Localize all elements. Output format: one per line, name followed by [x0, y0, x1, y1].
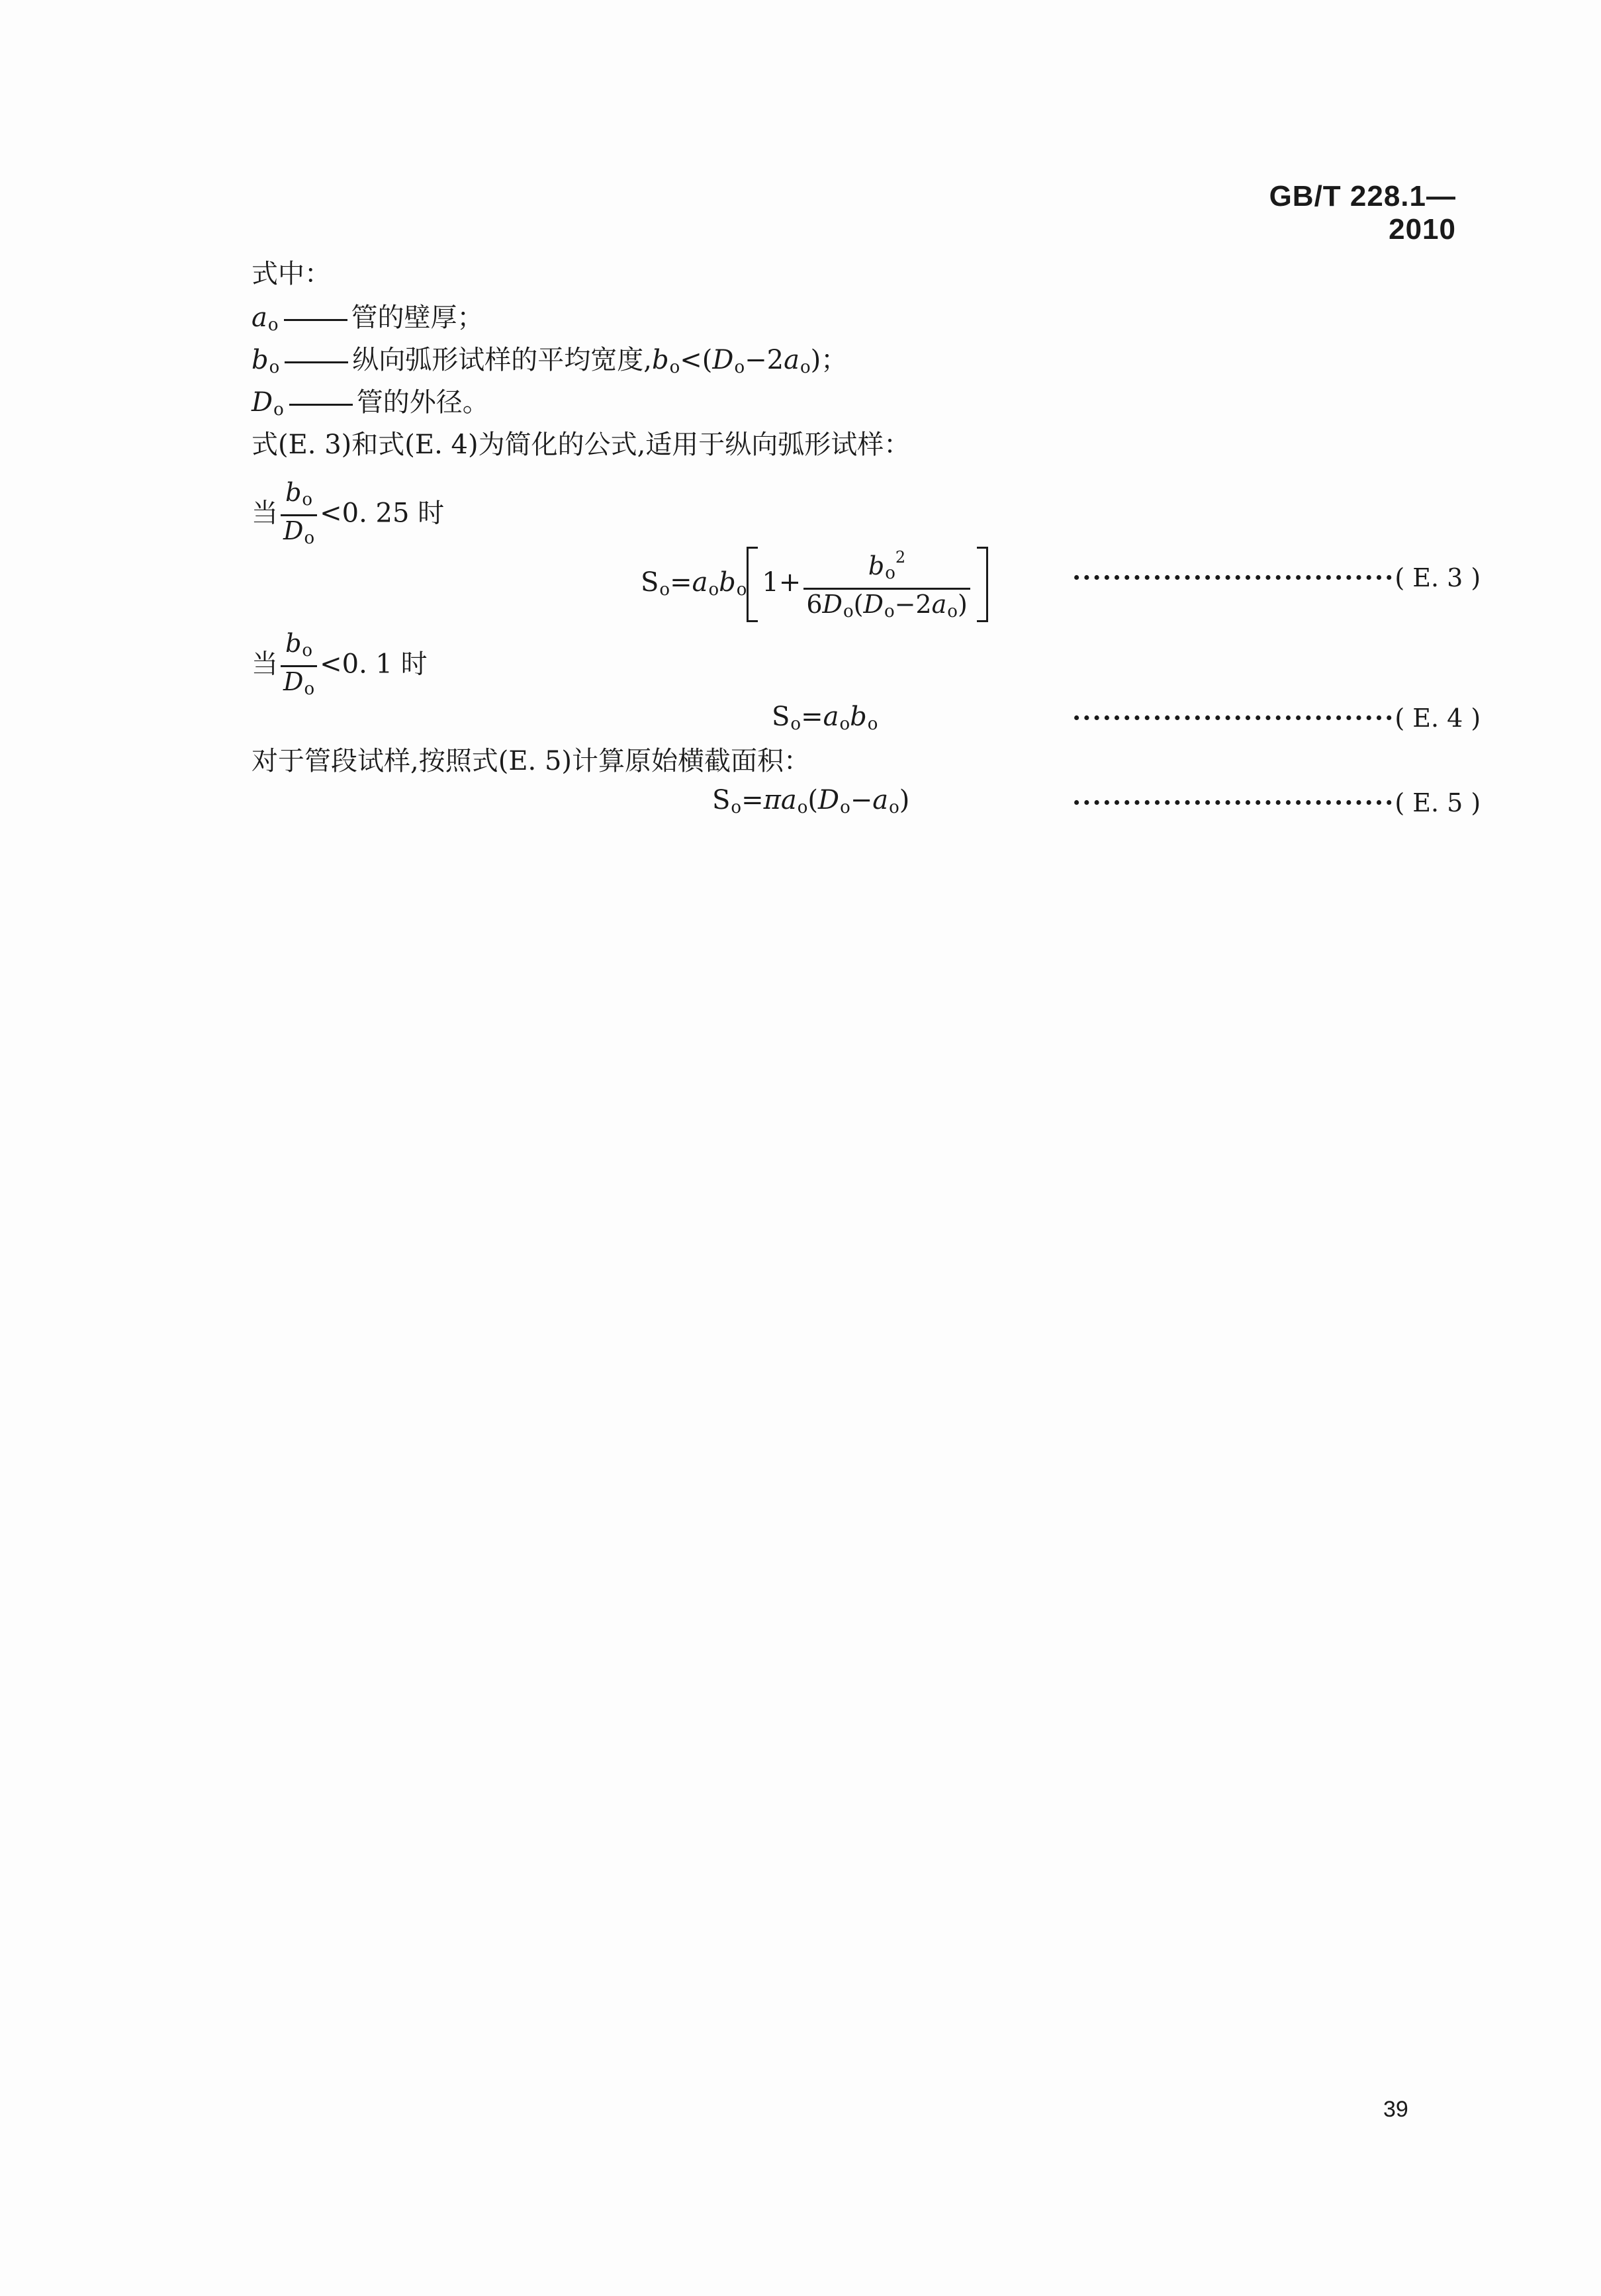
den-minus: −2	[894, 590, 932, 619]
condition-1-fraction	[281, 478, 317, 553]
formula-e4	[772, 702, 878, 734]
condition-2-denominator	[281, 667, 317, 704]
cond-b-subscript: o	[669, 357, 680, 377]
formula-e5	[712, 785, 909, 817]
cond-end: )；	[810, 345, 848, 375]
num-subscript: o	[302, 641, 313, 661]
condition-2-suffix: <0. 1 时	[320, 649, 428, 680]
b-subscript: o	[867, 714, 878, 734]
definition-b	[252, 343, 847, 385]
den-symbol: D	[283, 516, 304, 545]
condition-2-prefix: 当	[252, 649, 278, 680]
close-paren: )	[899, 785, 910, 815]
condition-2-numerator	[281, 629, 317, 667]
definition-b-text: 纵向弧形试样的平均宽度,	[352, 345, 652, 375]
symbol-a: a	[823, 702, 839, 732]
definition-a	[252, 300, 484, 342]
den-a-subscript: o	[947, 602, 958, 621]
equation-label: ( E. 5 )	[1395, 788, 1481, 817]
equation-label: ( E. 4 )	[1395, 704, 1481, 733]
cond-relation: <(	[680, 345, 713, 375]
fraction-denominator	[803, 590, 970, 626]
den-D: D	[822, 590, 843, 619]
cond-D: D	[712, 345, 734, 375]
symbol-a: a	[692, 567, 708, 598]
symbol-a-subscript: o	[267, 315, 279, 335]
right-bracket	[977, 547, 988, 622]
equation-number-e4	[1072, 703, 1481, 733]
equals-sign: =	[801, 702, 823, 732]
formula-e3-fraction	[803, 543, 970, 626]
em-dash	[289, 404, 353, 406]
formula-e3-lhs: S	[641, 567, 659, 598]
den-D-subscript: o	[843, 602, 854, 621]
symbol-D-subscript: o	[273, 400, 284, 420]
definition-D-text: 管的外径。	[356, 387, 489, 418]
equation-number-e5	[1072, 788, 1481, 817]
den-symbol: D	[283, 667, 304, 696]
lhs-subscript: o	[790, 714, 801, 734]
formula-e5-lhs: S	[712, 785, 731, 815]
symbol-a: a	[780, 785, 797, 815]
condition-1-suffix: <0. 25 时	[320, 498, 445, 529]
fraction-numerator	[803, 543, 970, 590]
condition-1	[252, 478, 444, 553]
equals-sign: =	[670, 567, 692, 598]
den-close-paren: )	[957, 590, 968, 619]
condition-2-fraction	[281, 629, 317, 704]
symbol-b-subscript: o	[269, 357, 280, 377]
condition-2	[252, 629, 428, 704]
leader-dots: ································	[1072, 788, 1395, 817]
tube-section-text: 对于管段试样,按照式(E. 5)计算原始横截面积：	[252, 746, 811, 776]
condition-1-numerator	[281, 478, 317, 516]
den-subscript: o	[304, 679, 315, 699]
num-symbol: b	[285, 478, 302, 507]
symbol-a2: a	[872, 785, 889, 815]
den-a: a	[931, 590, 947, 619]
cond-D-subscript: o	[734, 357, 745, 377]
num-b: b	[868, 551, 885, 580]
symbol-a: a	[252, 302, 267, 333]
den-six: 6	[806, 590, 823, 619]
symbol-D: D	[252, 387, 273, 418]
num-exponent: 2	[895, 548, 906, 567]
leader-dots: ································	[1072, 703, 1395, 733]
minus-sign: −	[850, 785, 873, 815]
pi-symbol: π	[763, 785, 781, 815]
a2-subscript: o	[889, 798, 899, 817]
equation-label: ( E. 3 )	[1395, 563, 1481, 592]
den-open-paren: (	[853, 590, 864, 619]
em-dash	[285, 361, 348, 363]
a-subscript: o	[797, 798, 808, 817]
cond-a: a	[784, 345, 800, 375]
equals-sign: =	[741, 785, 764, 815]
symbol-b: b	[252, 345, 269, 375]
where-label: 式中：	[252, 259, 331, 289]
one-plus: 1+	[762, 567, 801, 598]
num-b-subscript: o	[885, 563, 895, 583]
simplified-formula-intro: 式(E. 3)和式(E. 4)为简化的公式,适用于纵向弧形试样：	[252, 430, 911, 460]
formula-e3	[641, 543, 988, 626]
condition-1-denominator	[281, 516, 317, 553]
definition-a-text: 管的壁厚；	[351, 302, 484, 333]
formula-e4-lhs: S	[772, 702, 790, 732]
num-subscript: o	[302, 490, 313, 510]
open-paren: (	[807, 785, 818, 815]
equation-number-e3	[1072, 563, 1481, 592]
standard-code-header: GB/T 228.1—2010	[1269, 180, 1456, 246]
a-subscript: o	[708, 580, 719, 600]
symbol-D: D	[818, 785, 840, 815]
left-bracket	[747, 547, 758, 622]
definition-D	[252, 385, 489, 427]
cond-a-subscript: o	[800, 357, 811, 377]
cond-minus: −2	[745, 345, 784, 375]
lhs-subscript: o	[659, 580, 670, 600]
lhs-subscript: o	[731, 798, 742, 817]
leader-dots: ································	[1072, 563, 1395, 592]
a-subscript: o	[839, 714, 850, 734]
den-subscript: o	[304, 528, 315, 548]
den-D2: D	[863, 590, 884, 619]
den-D2-subscript: o	[884, 602, 895, 621]
symbol-b: b	[719, 567, 736, 598]
num-symbol: b	[285, 629, 302, 658]
em-dash	[284, 319, 347, 321]
b-subscript: o	[736, 580, 747, 600]
D-subscript: o	[840, 798, 850, 817]
condition-1-prefix: 当	[252, 498, 278, 529]
page-number: 39	[1383, 2097, 1408, 2122]
symbol-b: b	[850, 702, 867, 732]
cond-b: b	[651, 345, 669, 375]
